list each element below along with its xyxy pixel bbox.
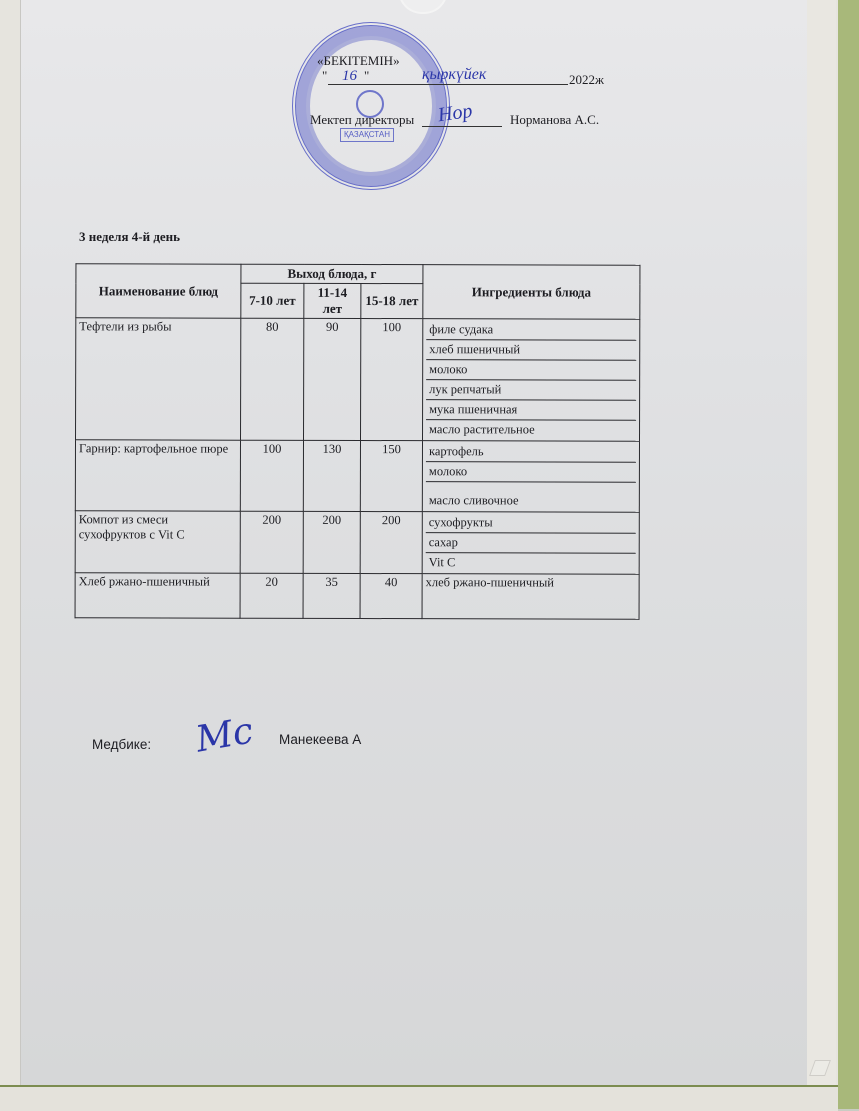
medic-label: Медбике: [92,737,152,752]
dish-name: Компот из смеси сухофруктов с Vit C [75,511,240,573]
ingredients-cell [422,441,639,513]
director-name: Норманова А.С. [510,112,600,127]
ingredient: молоко [426,360,636,381]
table-row [75,440,639,512]
ingredient: молоко [426,462,636,483]
header-age-7-10: 7-10 лет [241,283,304,318]
table-row [75,511,639,574]
ingredient: масло сливочное [428,493,519,508]
ingredient: картофель [426,442,636,463]
ingredient: сухофрукты [426,513,636,534]
director-signature: Нор [436,99,474,127]
yield-7-10: 200 [240,511,303,573]
ingredient: масло растительное [429,422,535,437]
yield-11-14: 130 [303,440,360,511]
director-position: Мектеп директоры [310,112,415,127]
yield-11-14: 35 [303,573,360,618]
header-ingredients: Ингредиенты блюда [423,265,640,320]
quote-close: " [364,68,370,83]
table-row [76,318,640,441]
menu-table [75,263,641,619]
yield-11-14: 200 [303,511,360,573]
medic-name: Манекеева А [279,732,362,747]
ingredient: филе судака [426,320,636,341]
frame-bottom-edge [0,1085,838,1111]
ingredients-cell [422,512,639,575]
yield-7-10: 100 [240,440,303,511]
yield-15-18: 150 [360,441,422,512]
ingredient: Vit C [428,555,456,570]
frame-edge [805,0,836,1090]
ingredient: хлеб пшеничный [426,340,636,361]
yield-15-18: 200 [360,512,422,574]
approval-title: «БЕКІТЕМІН» [317,53,400,68]
header-dish-name: Наименование блюд [76,264,241,318]
yield-7-10: 20 [240,573,303,618]
header-yield: Выход блюда, г [241,264,423,283]
header-age-11-14: 11-14 лет [304,283,361,318]
ingredients-cell [423,319,640,442]
approval-year: 2022ж [569,72,604,87]
stamp-label: ҚАЗАҚСТАН [340,128,394,142]
yield-15-18: 100 [361,319,423,441]
yield-15-18: 40 [360,574,422,619]
ingredient: сахар [426,533,636,554]
quote-open: " [322,68,328,83]
dish-name: Гарнир: картофельное пюре [75,440,240,511]
medic-signature: Мс [192,710,257,761]
ingredient: мука пшеничная [426,400,636,421]
yield-11-14: 90 [304,318,361,440]
signature-line [422,126,502,127]
dish-name: Тефтели из рыбы [76,318,241,440]
ingredient: лук репчатый [426,380,636,401]
dish-name: Хлеб ржано-пшеничный [75,573,240,618]
header-row [76,264,640,284]
yield-7-10: 80 [241,318,304,440]
approval-day: 16 [342,68,357,84]
document-title: 3 неделя 4-й день [79,229,181,244]
approval-month: қыркүйек [422,66,487,83]
table-row [75,573,639,619]
date-underline [328,84,568,85]
ingredient: хлеб ржано-пшеничный [422,574,639,620]
header-age-15-18: 15-18 лет [361,284,423,319]
